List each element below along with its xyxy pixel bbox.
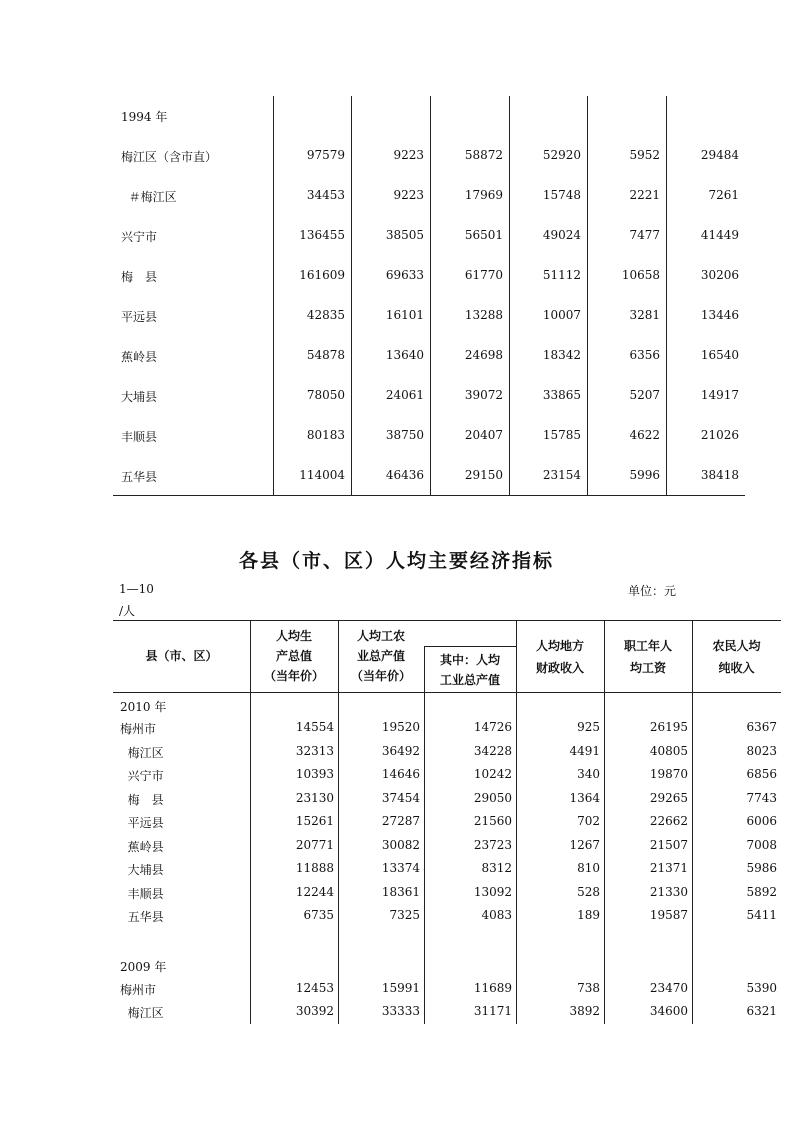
cell-value: 738 bbox=[577, 981, 600, 995]
row-label: 五华县 bbox=[120, 910, 164, 924]
cell-value: 6367 bbox=[746, 720, 777, 734]
cell-value: 42835 bbox=[306, 308, 345, 322]
cell-value: 39072 bbox=[464, 388, 503, 402]
cell-value: 24698 bbox=[464, 348, 503, 362]
table-row bbox=[113, 838, 781, 858]
cell-value: 6321 bbox=[746, 1004, 777, 1018]
cell-value: 5390 bbox=[746, 981, 777, 995]
cell-value: 31171 bbox=[473, 1004, 512, 1018]
cell-value: 23154 bbox=[542, 468, 581, 482]
header-industry-line2: 工业总产值 bbox=[439, 673, 500, 687]
cell-value: 58872 bbox=[464, 148, 503, 162]
cell-value: 15748 bbox=[542, 188, 581, 202]
cell-value: 33333 bbox=[381, 1004, 420, 1018]
cell-value: 46436 bbox=[385, 468, 424, 482]
cell-value: 10242 bbox=[473, 767, 512, 781]
cell-value: 20407 bbox=[464, 428, 503, 442]
cell-value: 38418 bbox=[700, 468, 739, 482]
cell-value: 23723 bbox=[473, 837, 512, 852]
cell-value: 29150 bbox=[464, 468, 503, 482]
cell-value: 52920 bbox=[542, 148, 581, 162]
cell-value: 114004 bbox=[299, 468, 345, 482]
table-row bbox=[113, 981, 781, 1001]
cell-value: 6356 bbox=[629, 348, 660, 362]
per-capita-table bbox=[113, 620, 781, 1024]
cell-value: 11689 bbox=[473, 981, 512, 995]
table-row bbox=[113, 791, 781, 811]
cell-value: 7008 bbox=[746, 837, 777, 852]
cell-value: 41449 bbox=[700, 228, 739, 242]
cell-value: 21371 bbox=[649, 861, 688, 875]
cell-value: 16101 bbox=[385, 308, 424, 322]
cell-value: 30392 bbox=[295, 1004, 334, 1018]
cell-value: 340 bbox=[577, 767, 600, 781]
column-divider bbox=[424, 646, 425, 1024]
row-label: 大埔县 bbox=[121, 390, 158, 404]
cell-value: 5411 bbox=[746, 908, 777, 922]
cell-value: 925 bbox=[577, 720, 600, 734]
header-gdp-line3: （当年价） bbox=[263, 669, 324, 683]
cell-value: 49024 bbox=[542, 228, 581, 242]
cell-value: 21330 bbox=[649, 884, 688, 899]
row-label: 大埔县 bbox=[120, 863, 164, 877]
header-farmer-line1: 农民人均 bbox=[712, 639, 761, 653]
cell-value: 18361 bbox=[381, 884, 420, 899]
header-agri-ind-line1: 人均工农 bbox=[356, 629, 405, 643]
cell-value: 21560 bbox=[473, 814, 512, 828]
row-label: 蕉岭县 bbox=[120, 839, 164, 854]
cell-value: 30082 bbox=[381, 837, 420, 852]
row-label: 梅江区 bbox=[120, 745, 164, 760]
cell-value: 11888 bbox=[295, 861, 334, 875]
table-row bbox=[113, 814, 781, 834]
cell-value: 36492 bbox=[381, 743, 420, 758]
header-county: 县（市、区） bbox=[145, 649, 218, 663]
table-row bbox=[113, 268, 745, 288]
header-farmer-line2: 纯收入 bbox=[718, 661, 755, 675]
cell-value: 702 bbox=[577, 814, 600, 828]
cell-value: 2221 bbox=[629, 188, 660, 202]
cell-value: 33865 bbox=[542, 388, 581, 402]
header-wage-line2: 均工资 bbox=[629, 661, 666, 675]
cell-value: 3281 bbox=[629, 308, 660, 322]
row-label: 平远县 bbox=[120, 816, 164, 830]
cell-value: 10658 bbox=[621, 268, 660, 282]
cell-value: 51112 bbox=[542, 268, 581, 282]
cell-value: 16540 bbox=[700, 348, 739, 362]
cell-value: 21026 bbox=[700, 428, 739, 442]
unit-label: 单位：元 bbox=[628, 584, 677, 598]
cell-value: 37454 bbox=[381, 790, 420, 805]
cell-value: 5952 bbox=[629, 148, 660, 162]
cell-value: 54878 bbox=[306, 348, 345, 362]
header-bottom-rule bbox=[113, 692, 781, 693]
row-label: 丰顺县 bbox=[120, 886, 164, 901]
table-row bbox=[113, 720, 781, 740]
table-row bbox=[113, 348, 745, 368]
cell-value: 20771 bbox=[295, 837, 334, 852]
cell-value: 7325 bbox=[389, 908, 420, 922]
year-label-2009: 2009 年 bbox=[120, 960, 167, 974]
cell-value: 19870 bbox=[649, 767, 688, 781]
header-gdp-line1: 人均生 bbox=[275, 629, 312, 643]
cell-value: 1364 bbox=[569, 790, 600, 805]
cell-value: 34228 bbox=[473, 743, 512, 758]
cell-value: 97579 bbox=[306, 148, 345, 162]
row-label: 蕉岭县 bbox=[121, 350, 158, 364]
cell-value: 80183 bbox=[306, 428, 345, 442]
cell-value: 23130 bbox=[295, 790, 334, 805]
cell-value: 29484 bbox=[700, 148, 739, 162]
cell-value: 4083 bbox=[481, 908, 512, 922]
cell-value: 29265 bbox=[649, 790, 688, 805]
cell-value: 61770 bbox=[464, 268, 503, 282]
cell-value: 13288 bbox=[464, 308, 503, 322]
table-1994 bbox=[113, 96, 745, 496]
cell-value: 14646 bbox=[381, 767, 420, 781]
cell-value: 34453 bbox=[306, 188, 345, 202]
page-title: 各县（市、区）人均主要经济指标 bbox=[238, 550, 554, 572]
cell-value: 24061 bbox=[385, 388, 424, 402]
cell-value: 3892 bbox=[569, 1004, 600, 1018]
cell-value: 38505 bbox=[385, 228, 424, 242]
cell-value: 19520 bbox=[381, 720, 420, 734]
table-number: 1—10 bbox=[119, 582, 154, 596]
cell-value: 12453 bbox=[295, 981, 334, 995]
row-label: 梅州市 bbox=[120, 722, 157, 736]
cell-value: 21507 bbox=[649, 837, 688, 852]
row-label: 兴宁市 bbox=[120, 769, 164, 783]
cell-value: 13374 bbox=[381, 861, 420, 875]
cell-value: 26195 bbox=[649, 720, 688, 734]
cell-value: 56501 bbox=[464, 228, 503, 242]
table-row bbox=[113, 885, 781, 905]
header-agri-ind-line3: （当年价） bbox=[350, 669, 411, 683]
row-label: 梅江区 bbox=[120, 1006, 164, 1020]
row-label: 五华县 bbox=[121, 470, 158, 484]
row-label: 梅 县 bbox=[121, 270, 158, 284]
cell-value: 4491 bbox=[569, 743, 600, 758]
row-label: 梅州市 bbox=[120, 983, 157, 997]
cell-value: 14917 bbox=[700, 388, 739, 402]
cell-value: 4622 bbox=[629, 428, 660, 442]
cell-value: 10393 bbox=[295, 767, 334, 781]
cell-value: 528 bbox=[577, 884, 600, 899]
cell-value: 17969 bbox=[464, 188, 503, 202]
table-row bbox=[113, 908, 781, 928]
cell-value: 6006 bbox=[746, 814, 777, 828]
cell-value: 69633 bbox=[385, 268, 424, 282]
table-row bbox=[113, 767, 781, 787]
cell-value: 40805 bbox=[649, 743, 688, 758]
cell-value: 5986 bbox=[746, 861, 777, 875]
table-row bbox=[113, 428, 745, 448]
cell-value: 27287 bbox=[381, 814, 420, 828]
cell-value: 7261 bbox=[708, 188, 739, 202]
cell-value: 1267 bbox=[569, 837, 600, 852]
row-label: 梅江区（含市直） bbox=[121, 150, 218, 164]
cell-value: 18342 bbox=[542, 348, 581, 362]
header-fiscal-line1: 人均地方 bbox=[535, 639, 584, 653]
table-row bbox=[113, 308, 745, 328]
cell-value: 29050 bbox=[473, 790, 512, 805]
cell-value: 5207 bbox=[629, 388, 660, 402]
cell-value: 15785 bbox=[542, 428, 581, 442]
cell-value: 6856 bbox=[746, 767, 777, 781]
cell-value: 23470 bbox=[649, 981, 688, 995]
year-label: 1994 年 bbox=[121, 110, 168, 124]
header-gdp-line2: 产总值 bbox=[275, 649, 312, 663]
cell-value: 13446 bbox=[700, 308, 739, 322]
table-row bbox=[113, 1004, 781, 1024]
cell-value: 8023 bbox=[746, 743, 777, 758]
cell-value: 15991 bbox=[381, 981, 420, 995]
table-row bbox=[113, 388, 745, 408]
cell-value: 5996 bbox=[629, 468, 660, 482]
cell-value: 136455 bbox=[299, 228, 345, 242]
cell-value: 14554 bbox=[295, 720, 334, 734]
table-row bbox=[113, 188, 745, 208]
cell-value: 13092 bbox=[473, 884, 512, 899]
table-row bbox=[113, 228, 745, 248]
cell-value: 32313 bbox=[295, 743, 334, 758]
cell-value: 9223 bbox=[393, 148, 424, 162]
cell-value: 78050 bbox=[306, 388, 345, 402]
cell-value: 10007 bbox=[542, 308, 581, 322]
cell-value: 9223 bbox=[393, 188, 424, 202]
cell-value: 34600 bbox=[649, 1004, 688, 1018]
cell-value: 6735 bbox=[303, 908, 334, 922]
header-fiscal-line2: 财政收入 bbox=[535, 661, 584, 675]
cell-value: 19587 bbox=[649, 908, 688, 922]
header-agri-ind-line2: 业总产值 bbox=[356, 649, 405, 663]
cell-value: 12244 bbox=[295, 884, 334, 899]
cell-value: 5892 bbox=[746, 884, 777, 899]
row-label: 梅 县 bbox=[120, 792, 164, 807]
cell-value: 8312 bbox=[481, 861, 512, 875]
cell-value: 13640 bbox=[385, 348, 424, 362]
cell-value: 22662 bbox=[649, 814, 688, 828]
cell-value: 30206 bbox=[700, 268, 739, 282]
unit-suffix: /人 bbox=[119, 604, 136, 618]
cell-value: 7477 bbox=[629, 228, 660, 242]
row-label: 兴宁市 bbox=[121, 230, 158, 244]
table-row bbox=[113, 861, 781, 881]
cell-value: 189 bbox=[577, 908, 600, 922]
cell-value: 7743 bbox=[746, 790, 777, 805]
row-label: 丰顺县 bbox=[121, 430, 158, 444]
cell-value: 161609 bbox=[299, 268, 345, 282]
cell-value: 810 bbox=[577, 861, 600, 875]
cell-value: 15261 bbox=[295, 814, 334, 828]
table-row bbox=[113, 744, 781, 764]
row-label: 平远县 bbox=[121, 310, 158, 324]
table-row bbox=[113, 468, 745, 488]
cell-value: 38750 bbox=[385, 428, 424, 442]
header-sub-rule bbox=[424, 646, 516, 647]
table-top-rule bbox=[113, 620, 781, 621]
header-industry-line1: 其中：人均 bbox=[439, 653, 500, 667]
table-row bbox=[113, 148, 745, 168]
row-label: ＃梅江区 bbox=[121, 190, 177, 204]
header-wage-line1: 职工年人 bbox=[623, 639, 672, 653]
cell-value: 14726 bbox=[473, 720, 512, 734]
year-label-2010: 2010 年 bbox=[120, 700, 167, 714]
